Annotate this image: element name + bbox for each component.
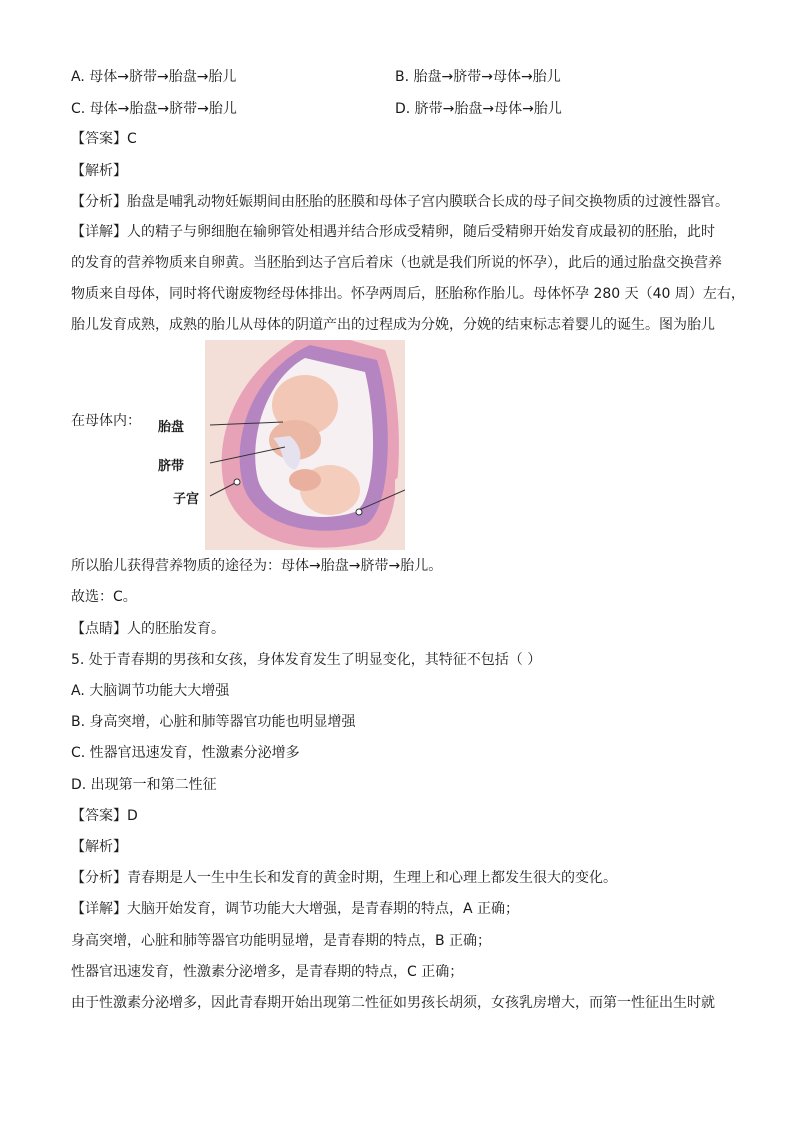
q4-option-d: D. 脐带→胎盘→母体→胎儿 [395, 101, 562, 117]
q5-option-a: A. 大脑调节功能大大增强 [71, 683, 230, 699]
q5-stem: 5. 处于青春期的男孩和女孩，身体发育发生了明显变化，其特征不包括（ ） [71, 652, 542, 668]
q5-analysis: 【分析】青春期是人一生中生长和发育的黄金时期，生理上和心理上都发生很大的变化。 [71, 870, 617, 886]
label-uterus: 子宫 [173, 492, 200, 507]
q5-answer: 【答案】D [71, 808, 138, 824]
fetus-figure [155, 340, 405, 550]
q4-detail-line-3: 物质来自母体，同时将代谢废物经母体排出。怀孕两周后，胚胎称作胎儿。母体怀孕 280 天（40 周）左右， [71, 286, 745, 302]
q4-detail-line-1: 【详解】人的精子与卵细胞在输卵管处相遇并结合形成受精卵，随后受精卵开始发育成最初的胚胎，此时 [71, 224, 715, 240]
q4-analysis-title: 【解析】 [71, 163, 127, 179]
q5-analysis-title: 【解析】 [71, 839, 127, 855]
q5-option-b: B. 身高突增，心脏和肺等器官功能也明显增强 [71, 714, 356, 730]
q5-detail-line-2: 身高突增，心脏和肺等器官功能明显增，是青春期的特点，B 正确； [71, 933, 492, 949]
q4-figure-caption: 在母体内： [71, 413, 141, 429]
q4-detail-line-4: 胎儿发育成熟，成熟的胎儿从母体的阴道产出的过程成为分娩，分娩的结束标志着婴儿的诞生。图为胎儿 [71, 317, 715, 333]
q4-option-b: B. 胎盘→脐带→母体→胎儿 [395, 69, 561, 85]
q5-option-d: D. 出现第一和第二性征 [71, 777, 217, 793]
q4-analysis: 【分析】胎盘是哺乳动物妊娠期间由胚胎的胚膜和母体子宫内膜联合长成的母子间交换物质的过渡性器官。 [71, 194, 729, 210]
q4-option-c: C. 母体→胎盘→脐带→胎儿 [71, 101, 237, 117]
q4-conclusion: 所以胎儿获得营养物质的途径为：母体→胎盘→脐带→胎儿。 [71, 558, 443, 574]
q4-detail-line-2: 的发育的营养物质来自卵黄。当胚胎到达子宫后着床（也就是我们所说的怀孕），此后的通过胎盘交换营养 [71, 255, 722, 271]
q4-option-a: A. 母体→脐带→胎盘→胎儿 [71, 69, 237, 85]
q4-answer: 【答案】C [71, 131, 137, 147]
q5-detail-line-1: 【详解】大脑开始发育，调节功能大大增强，是青春期的特点，A 正确； [71, 901, 520, 917]
q4-choose: 故选：C。 [71, 589, 137, 605]
q4-comment: 【点睛】人的胚胎发育。 [71, 621, 225, 637]
fetus-in-uterus-illustration [155, 340, 405, 550]
q5-detail-line-3: 性器官迅速发育，性激素分泌增多，是青春期的特点，C 正确； [71, 964, 464, 980]
q5-option-c: C. 性器官迅速发育，性激素分泌增多 [71, 745, 300, 761]
label-placenta: 胎盘 [158, 420, 185, 435]
label-umbilical-cord: 脐带 [158, 459, 185, 474]
q5-detail-line-4: 由于性激素分泌增多，因此青春期开始出现第二性征如男孩长胡须，女孩乳房增大，而第一性征出生时就 [71, 995, 715, 1011]
